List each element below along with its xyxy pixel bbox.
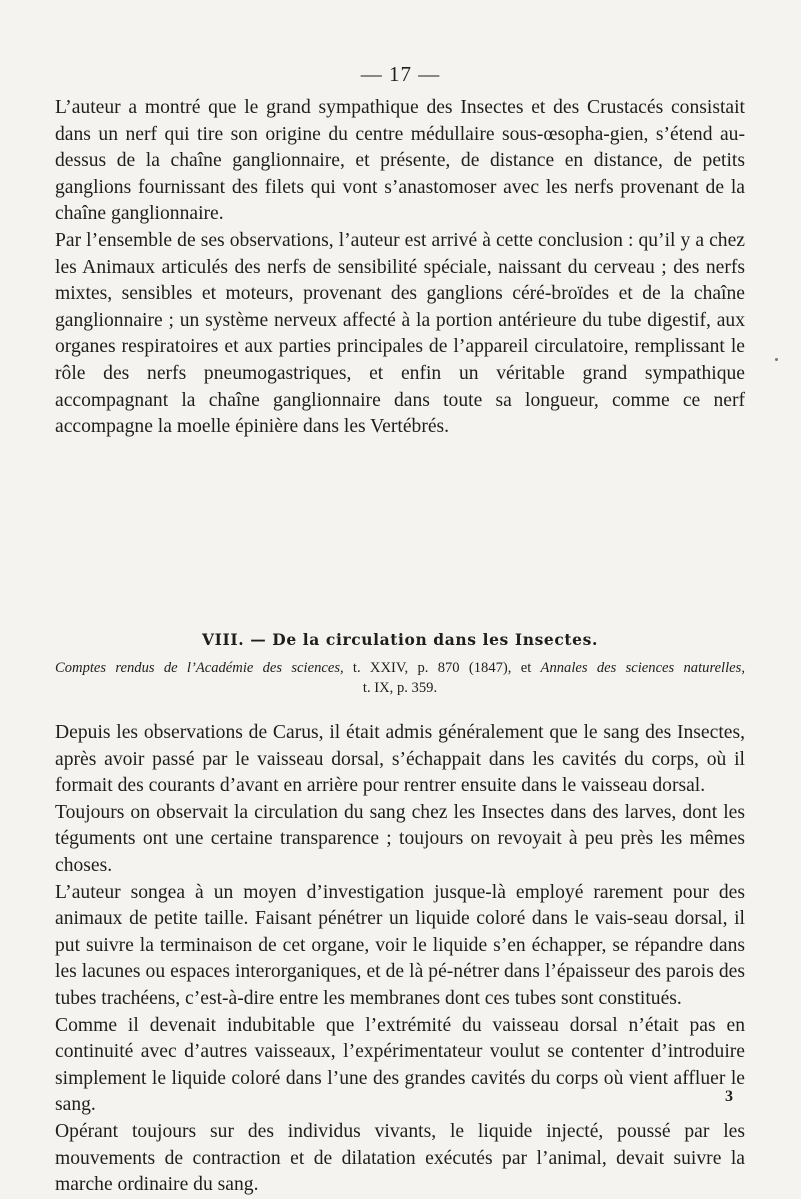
paragraph: Depuis les observations de Carus, il était admis généralement que le sang des Insectes, après avoir passé par le vaisseau dorsal, s’échappait dans les cavités du corps, où il formait des courants d’avant en arrière pour rentrer ensuite dans le vaisseau dorsal. <box>55 722 745 797</box>
citation-line-1 <box>55 658 745 678</box>
paragraph: L’auteur songea à un moyen d’investigation jusque-là employé rarement pour des animaux de petite taille. Faisant pénétrer un liquide coloré dans le vais-seau dorsal, il put suivre la terminaison de cet organe, voir le liquide s’en échapper, se répandre dans les lacunes ou espaces interorganiques, et de là pé-nétrer dans l’épaisseur des parois des tubes trachéens, c’est-à-dire entre les membranes dont ces tubes sont constitués. <box>55 881 745 1009</box>
paragraph: Opérant toujours sur des individus vivants, le liquide injecté, poussé par les mouvements de contraction et de dilatation exécutés par l’animal, devait suivre la marche ordinaire du sang. <box>55 1120 745 1196</box>
page-number: — 17 — <box>360 62 441 86</box>
citation-journal: Annales des sciences naturelles <box>540 660 742 676</box>
body-text-bottom <box>55 720 745 1199</box>
section-heading: VIII. — De la circulation dans les Insectes. <box>202 630 598 649</box>
citation-source: Comptes rendus de l’Académie des sciences <box>55 660 340 676</box>
signature-mark: 3 <box>725 1088 733 1105</box>
citation-suffix: , <box>741 660 745 676</box>
citation <box>55 658 745 698</box>
body-text-top <box>55 95 745 441</box>
paragraph: Par l’ensemble de ses observations, l’auteur est arrivé à cette conclusion : qu’il y a chez les Animaux articulés des nerfs de sensibilité spéciale, naissant du cerveau ; des nerfs mixtes, sensibles et moteurs, provenant des ganglions céré-broïdes et de la chaîne ganglionnaire ; un système nerveux affecté à la portion antérieure du tube digestif, aux organes respiratoires et aux parties principales de l’appareil circulatoire, remplissant le rôle des nerfs pneumogastriques, et enfin un véritable grand sympathique accompagnant la chaîne ganglionnaire dans toute sa longueur, comme ce nerf accompagne la moelle épinière dans les Vertébrés. <box>55 229 745 438</box>
paper-speck <box>775 358 778 361</box>
paragraph: Toujours on observait la circulation du sang chez les Insectes dans des larves, dont les téguments ont une certaine transparence ; toujours on revoyait à peu près les mêmes choses. <box>55 801 745 876</box>
paragraph: L’auteur a montré que le grand sympathique des Insectes et des Crustacés consistait dans un nerf qui tire son origine du centre médullaire sous-œsopha-gien, s’étend au-dessus de la chaîne ganglionnaire, et présente, de distance en distance, de petits ganglions fournissant des filets qui vont s’anastomoser avec les nerfs provenant de la chaîne ganglionnaire. <box>55 97 745 225</box>
citation-line-2: t. IX, p. 359. <box>362 680 438 696</box>
citation-volume: , t. XXIV, p. 870 (1847), et <box>340 660 541 676</box>
paragraph: Comme il devenait indubitable que l’extrémité du vaisseau dorsal n’était pas en continuité avec d’autres vaisseaux, l’expérimentateur voulut se contenter d’introduire simplement le liquide coloré dans l’une des grandes cavités du corps où vient affluer le sang. <box>55 1014 745 1116</box>
